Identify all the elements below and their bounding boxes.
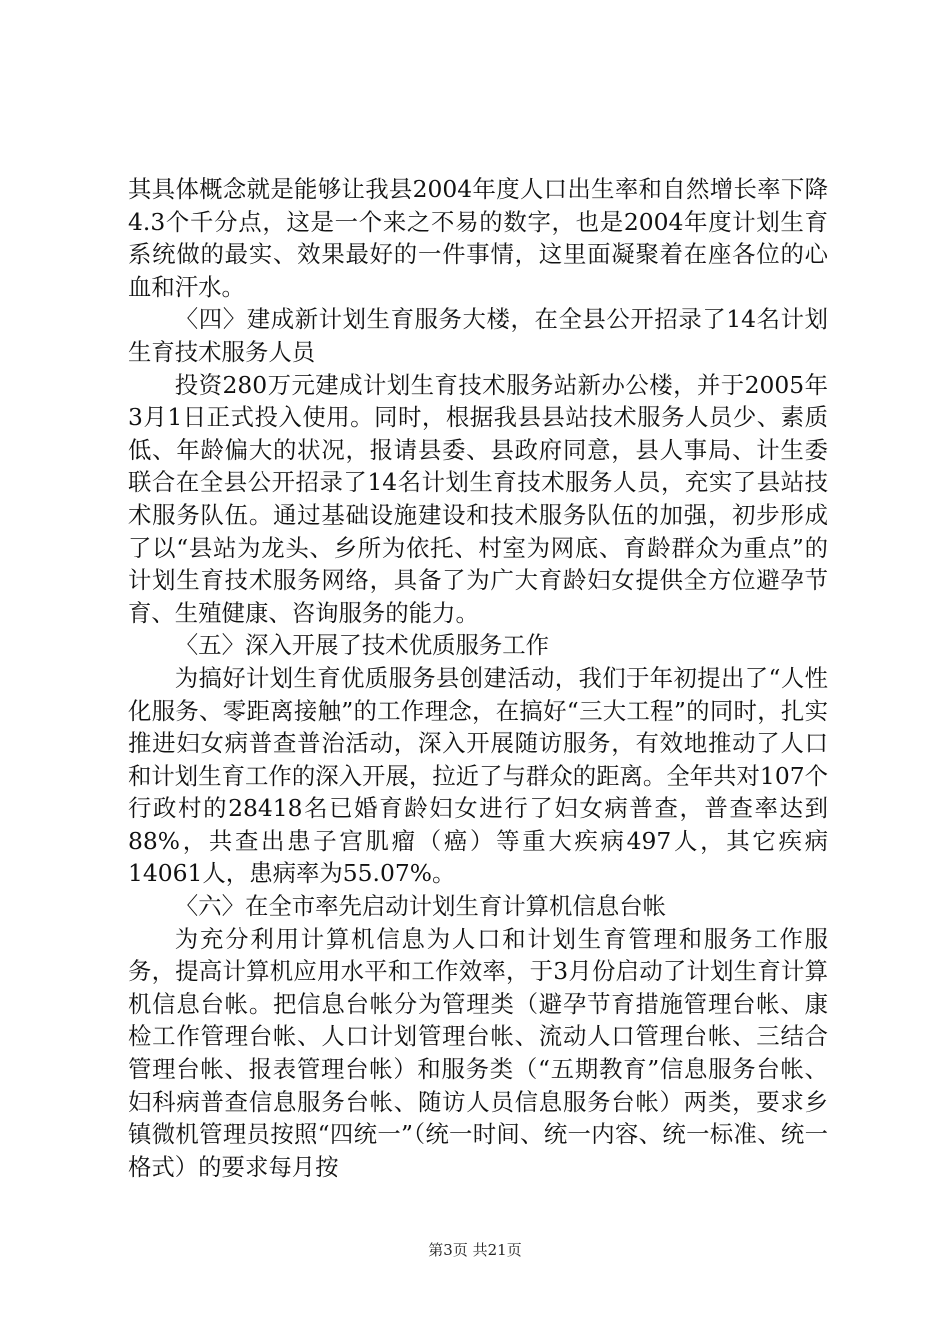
page-footer xyxy=(0,1240,950,1260)
section-heading: 〈六〉在全市率先启动计划生育计算机信息台帐 xyxy=(174,892,666,921)
paragraph: 投资280万元建成计划生育技术服务站新办公楼，并于2005年3月1日正式投入使用。同时，根据我县县站技术服务人员少、素质低、年龄偏大的状况，报请县委、县政府同意，县人事局、计生委联合在全县公开招录了14名计划生育技术服务人员，充实了县站技术服务队伍。通过基础设施建设和技术服务队伍的加强，初步形成了以“县站为龙头、乡所为依托、村室为网底、育龄群众为重点”的计划生育技术服务网络，具备了为广大育龄妇女提供全方位避孕节育、生殖健康、咨询服务的能力。 xyxy=(128,370,828,627)
paragraph: 其具体概念就是能够让我县2004年度人口出生率和自然增长率下降4.3个千分点，这是一个来之不易的数字，也是2004年度计划生育系统做的最实、效果最好的一件事情，这里面凝聚着在座各位的心血和汗水。 xyxy=(128,175,828,301)
document-body xyxy=(128,173,828,1183)
section-heading: 〈五〉深入开展了技术优质服务工作 xyxy=(174,631,550,660)
section-heading: 〈四〉建成新计划生育服务大楼，在全县公开招录了14名计划生育技术服务人员 xyxy=(128,305,828,366)
paragraph: 为搞好计划生育优质服务县创建活动，我们于年初提出了“人性化服务、零距离接触”的工作理念，在搞好“三大工程”的同时，扎实推进妇女病普查普治活动，深入开展随访服务，有效地推动了人口和计划生育工作的深入开展，拉近了与群众的距离。全年共对107个行政村的28418名已婚育龄妇女进行了妇女病普查，普查率达到88%，共查出患子宫肌瘤（癌）等重大疾病497人，其它疾病14061人，患病率为55.07%。 xyxy=(128,663,828,888)
paragraph: 为充分利用计算机信息为人口和计划生育管理和服务工作服务，提高计算机应用水平和工作效率，于3月份启动了计划生育计算机信息台帐。把信息台帐分为管理类（避孕节育措施管理台帐、康检工作管理台帐、人口计划管理台帐、流动人口管理台帐、三结合管理台帐、报表管理台帐）和服务类（“五期教育”信息服务台帐、妇科病普查信息服务台帐、随访人员信息服务台帐）两类，要求乡镇微机管理员按照“四统一”（统一时间、统一内容、统一标准、统一格式）的要求每月按 xyxy=(128,924,828,1181)
page-number: 第3页 共21页 xyxy=(428,1241,522,1259)
